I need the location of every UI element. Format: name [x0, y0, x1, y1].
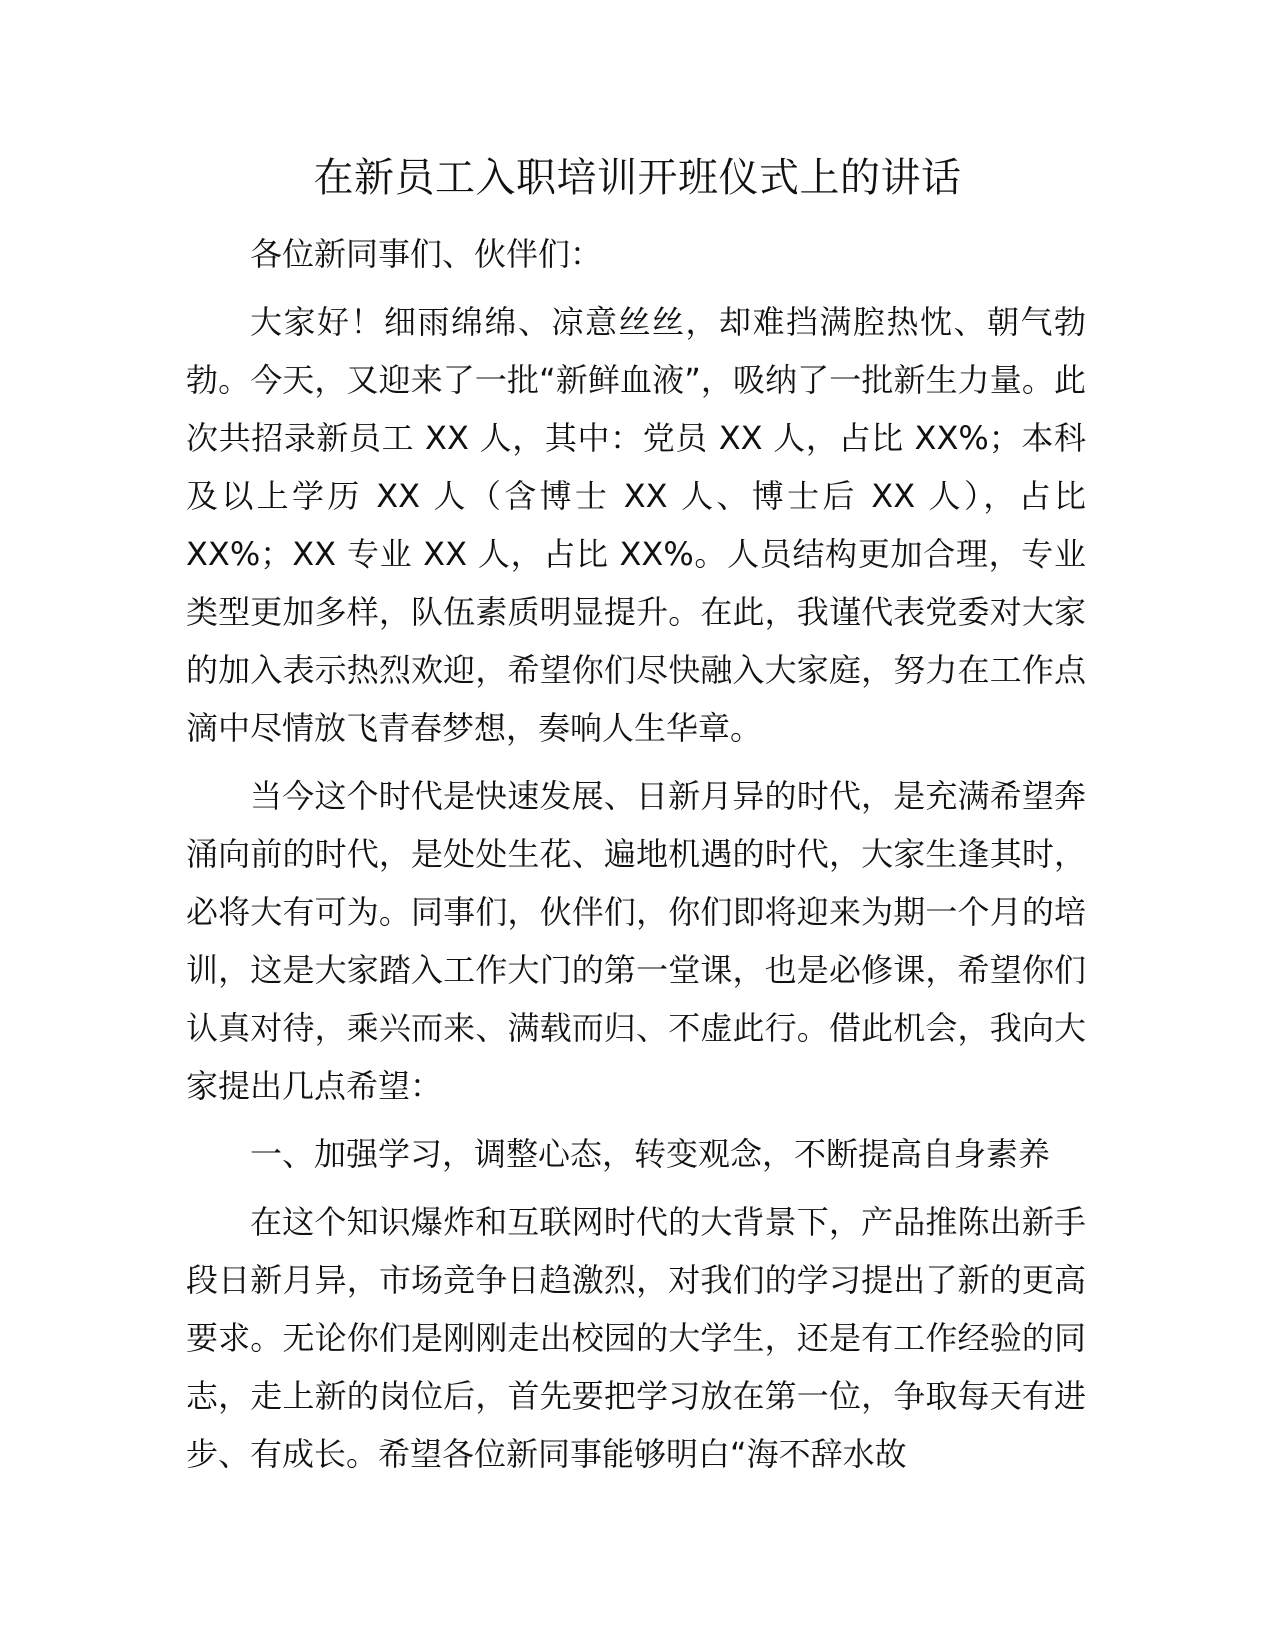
- section-heading: 一、加强学习，调整心态，转变观念，不断提高自身素养: [250, 1135, 1051, 1173]
- body-paragraph: 在这个知识爆炸和互联网时代的大背景下，产品推陈出新手段日新月异，市场竞争日趋激烈，对我们的学习提出了新的更高要求。无论你们是刚刚走出校园的大学生，还是有工作经验的同志，走上新的岗位后，首先要把学习放在第一位，争取每天有进步、有成长。希望各位新同事能够明白“海不辞水故: [186, 1203, 1086, 1473]
- salutation-paragraph: 各位新同事们、伙伴们：: [250, 235, 603, 273]
- body-paragraph: 当今这个时代是快速发展、日新月异的时代，是充满希望奔涌向前的时代，是处处生花、遍地机遇的时代，大家生逢其时，必将大有可为。同事们，伙伴们，你们即将迎来为期一个月的培训，这是大家踏入工作大门的第一堂课，也是必修课，希望你们认真对待，乘兴而来、满载而归、不虚此行。借此机会，我向大家提出几点希望：: [186, 777, 1086, 1105]
- document-title: 在新员工入职培训开班仪式上的讲话: [313, 155, 962, 201]
- document-body: [186, 225, 1086, 1493]
- body-paragraph: 大家好！细雨绵绵、凉意丝丝，却难挡满腔热忱、朝气勃勃。今天，又迎来了一批“新鲜血液”，吸纳了一批新生力量。此次共招录新员工 XX 人，其中：党员 XX 人，占比 XX%；本科及以上学历 XX 人（含博士 XX 人、博士后 XX 人），占比 XX%；XX 专业 XX 人，占比 XX%。人员结构更加合理，专业类型更加多样，队伍素质明显提升。在此，我谨代表党委对大家的加入表示热烈欢迎，希望你们尽快融入大家庭，努力在工作点滴中尽情放飞青春梦想，奏响人生华章。: [186, 303, 1086, 747]
